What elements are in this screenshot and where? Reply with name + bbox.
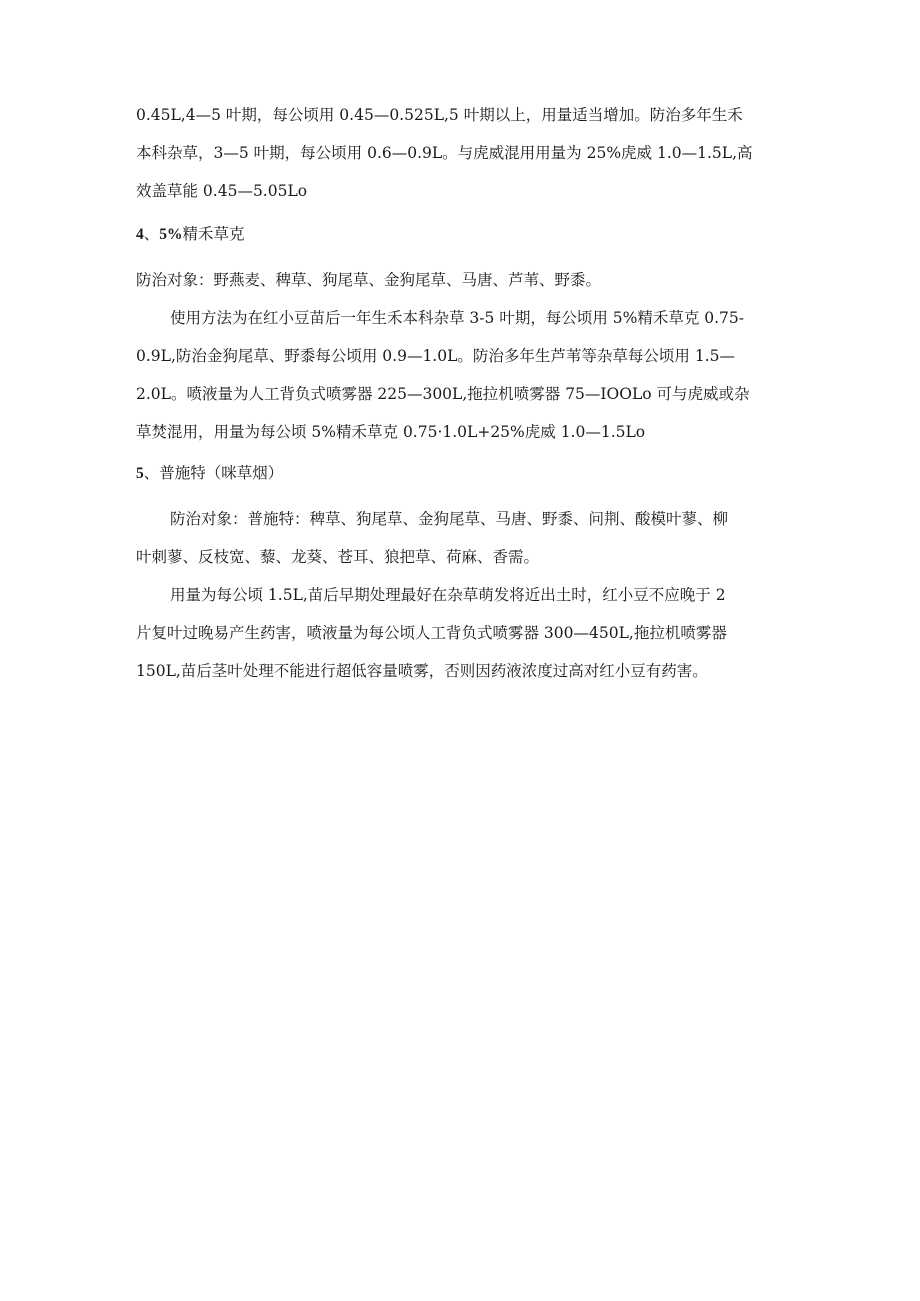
heading-number: 5 xyxy=(136,465,144,482)
targets-line: 防治对象：野燕麦、稗草、狗尾草、金狗尾草、马唐、芦苇、野黍。 xyxy=(136,271,602,289)
section-heading-4 xyxy=(136,222,786,246)
paragraph-line: 防治对象：普施特：稗草、狗尾草、金狗尾草、马唐、野黍、问荆、酸模叶蓼、柳 xyxy=(170,510,729,528)
paragraph-line: 150L,苗后茎叶处理不能进行超低容量喷雾，否则因药液浓度过高对红小豆有药害。 xyxy=(136,662,708,680)
paragraph-line: 片复叶过晚易产生药害，喷液量为每公顷人工背负式喷雾器 300—450L,拖拉机喷雾器 xyxy=(136,624,727,642)
heading-title: 普施特（咪草烟） xyxy=(159,464,284,482)
paragraph-line: 0.45L,4—5 叶期，每公顷用 0.45—0.525L,5 叶期以上，用量适当增加。防治多年生禾 xyxy=(136,106,743,124)
paragraph-line: 本科杂草，3—5 叶期，每公顷用 0.6—0.9L。与虎威混用用量为 25%虎威 1.0—1.5L,高 xyxy=(136,144,753,162)
heading-separator: 、 xyxy=(143,225,160,243)
paragraph-line: 使用方法为在红小豆苗后一年生禾本科杂草 3-5 叶期，每公顷用 5%精禾草克 0.75- xyxy=(170,309,745,327)
heading-percentage: 5% xyxy=(159,226,183,243)
paragraph-line: 用量为每公顷 1.5L,苗后早期处理最好在杂草萌发将近出土时，红小豆不应晚于 2 xyxy=(170,586,726,604)
heading-separator: 、 xyxy=(143,464,160,482)
paragraph-line: 0.9L,防治金狗尾草、野黍每公顷用 0.9—1.0L。防治多年生芦苇等杂草每公顷用 1.5— xyxy=(136,347,735,365)
document-page xyxy=(136,103,786,683)
paragraph-line: 草焚混用，用量为每公顷 5%精禾草克 0.75·1.0L+25%虎威 1.0—1.5Lo xyxy=(136,423,646,441)
heading-number: 4 xyxy=(136,226,144,243)
section-heading-5 xyxy=(136,461,786,485)
paragraph-line: 2.0L。喷液量为人工背负式喷雾器 225—300L,拖拉机喷雾器 75—IOOLo 可与虎威或杂 xyxy=(136,385,750,403)
paragraph-line: 叶刺蓼、反枝宽、藜、龙葵、苍耳、狼把草、荷麻、香需。 xyxy=(136,548,540,566)
paragraph-line: 效盖草能 0.45—5.05Lo xyxy=(136,182,308,200)
heading-title: 精禾草克 xyxy=(182,225,245,243)
